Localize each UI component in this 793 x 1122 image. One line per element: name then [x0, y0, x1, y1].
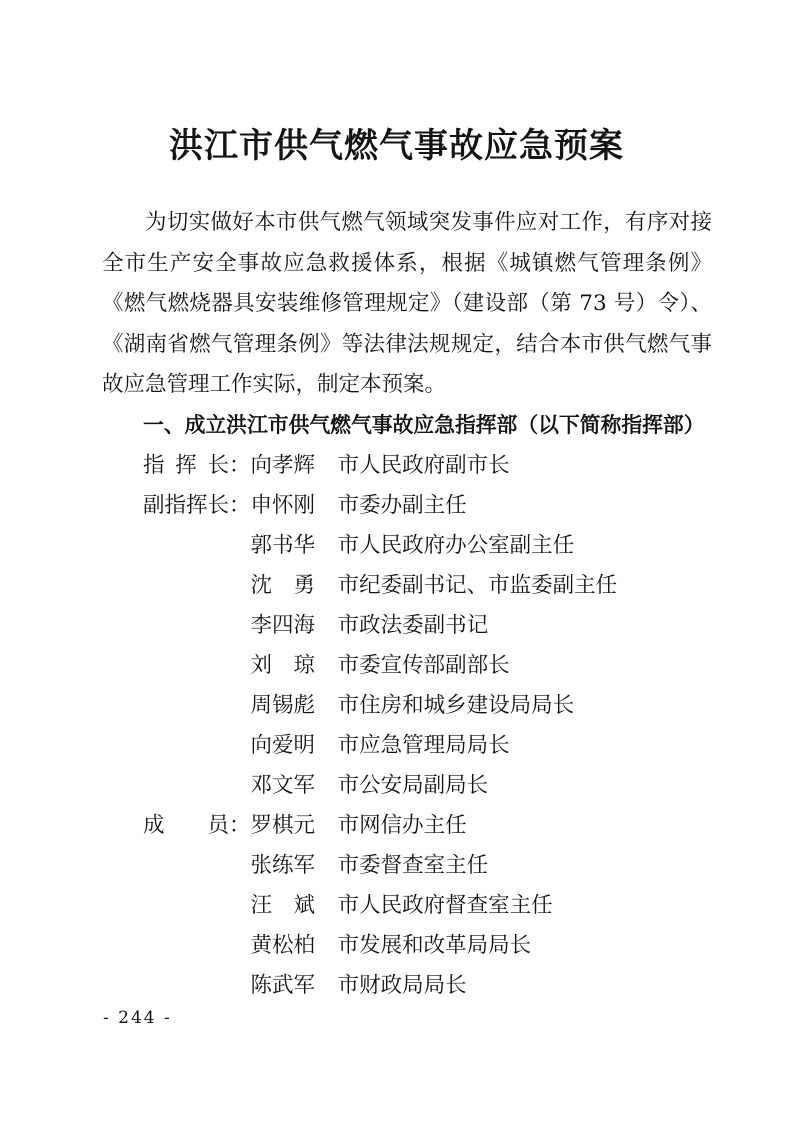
roster-name: 李四海 — [250, 612, 316, 638]
roster-title: 市人民政府督查室主任 — [337, 892, 553, 918]
section-heading: 一、成立洪江市供气燃气事故应急指挥部（以下简称指挥部） — [143, 413, 705, 437]
roster-row — [143, 486, 712, 526]
roster-role — [143, 766, 251, 806]
roster-title: 市人民政府副市长 — [337, 452, 510, 478]
roster-name: 张练军 — [250, 852, 316, 878]
roster-row — [143, 646, 712, 686]
roster-row — [143, 926, 712, 966]
roster-title: 市公安局副局长 — [337, 772, 489, 798]
roster-role-colon: ： — [229, 492, 251, 518]
roster-title: 市财政局局长 — [337, 972, 467, 998]
roster-title: 市住房和城乡建设局局长 — [337, 692, 575, 718]
roster-role-label: 指挥长 — [143, 452, 229, 478]
roster-row — [143, 446, 712, 486]
roster-row — [143, 886, 712, 926]
roster-row — [143, 606, 712, 646]
roster-name: 汪斌 — [250, 892, 315, 918]
document-body — [102, 203, 712, 1006]
roster-title: 市人民政府办公室副主任 — [337, 532, 575, 558]
intro-paragraph: 为切实做好本市供气燃气领域突发事件应对工作，有序对接全市生产安全事故应急救援体系，根据《城镇燃气管理条例》《燃气燃烧器具安装维修管理规定》（建设部（第 73 号）令）、《湖南省燃气管理条例》等法律法规规定，结合本市供气燃气事故应急管理工作实际，制定本预案。 — [102, 210, 712, 397]
roster-row — [143, 966, 712, 1006]
roster-title: 市委办副主任 — [337, 492, 467, 518]
roster-title: 市委督查室主任 — [337, 852, 489, 878]
roster-name: 申怀刚 — [250, 492, 316, 518]
roster-name: 周锡彪 — [250, 692, 316, 718]
roster-row — [143, 846, 712, 886]
roster-row — [143, 526, 712, 566]
roster-role — [143, 526, 251, 566]
roster-row — [143, 726, 712, 766]
roster-title: 市政法委副书记 — [337, 612, 489, 638]
roster-title: 市网信办主任 — [337, 812, 467, 838]
roster-title: 市应急管理局局长 — [337, 732, 510, 758]
roster-name: 沈勇 — [250, 572, 315, 598]
roster-name: 郭书华 — [250, 532, 316, 558]
roster-name: 罗棋元 — [250, 812, 316, 838]
roster-role-colon: ： — [229, 812, 251, 838]
roster-title: 市发展和改革局局长 — [337, 932, 532, 958]
roster-name: 陈武军 — [250, 972, 316, 998]
roster-row — [143, 806, 712, 846]
roster-row — [143, 686, 712, 726]
roster-role — [143, 486, 251, 526]
roster-role — [143, 886, 251, 926]
page-number: - 244 - — [103, 1008, 172, 1028]
roster — [143, 446, 712, 1006]
roster-role-label: 成员 — [143, 812, 229, 838]
roster-role — [143, 646, 251, 686]
roster-title: 市委宣传部副部长 — [337, 652, 510, 678]
roster-title: 市纪委副书记、市监委副主任 — [337, 572, 618, 598]
roster-role — [143, 926, 251, 966]
roster-role — [143, 606, 251, 646]
roster-role — [143, 846, 251, 886]
roster-name: 向孝辉 — [250, 452, 316, 478]
roster-role — [143, 726, 251, 766]
roster-role-colon: ： — [229, 452, 251, 478]
roster-name: 刘琼 — [250, 652, 315, 678]
roster-role — [143, 686, 251, 726]
roster-role — [143, 446, 251, 486]
roster-row — [143, 566, 712, 606]
roster-name: 黄松柏 — [250, 932, 316, 958]
document-title: 洪江市供气燃气事故应急预案 — [169, 126, 624, 166]
roster-role — [143, 566, 251, 606]
roster-row — [143, 766, 712, 806]
roster-role — [143, 806, 251, 846]
roster-name: 向爱明 — [250, 732, 316, 758]
roster-role-label: 副指挥长 — [143, 492, 230, 518]
roster-name: 邓文军 — [250, 772, 316, 798]
roster-role — [143, 966, 251, 1006]
